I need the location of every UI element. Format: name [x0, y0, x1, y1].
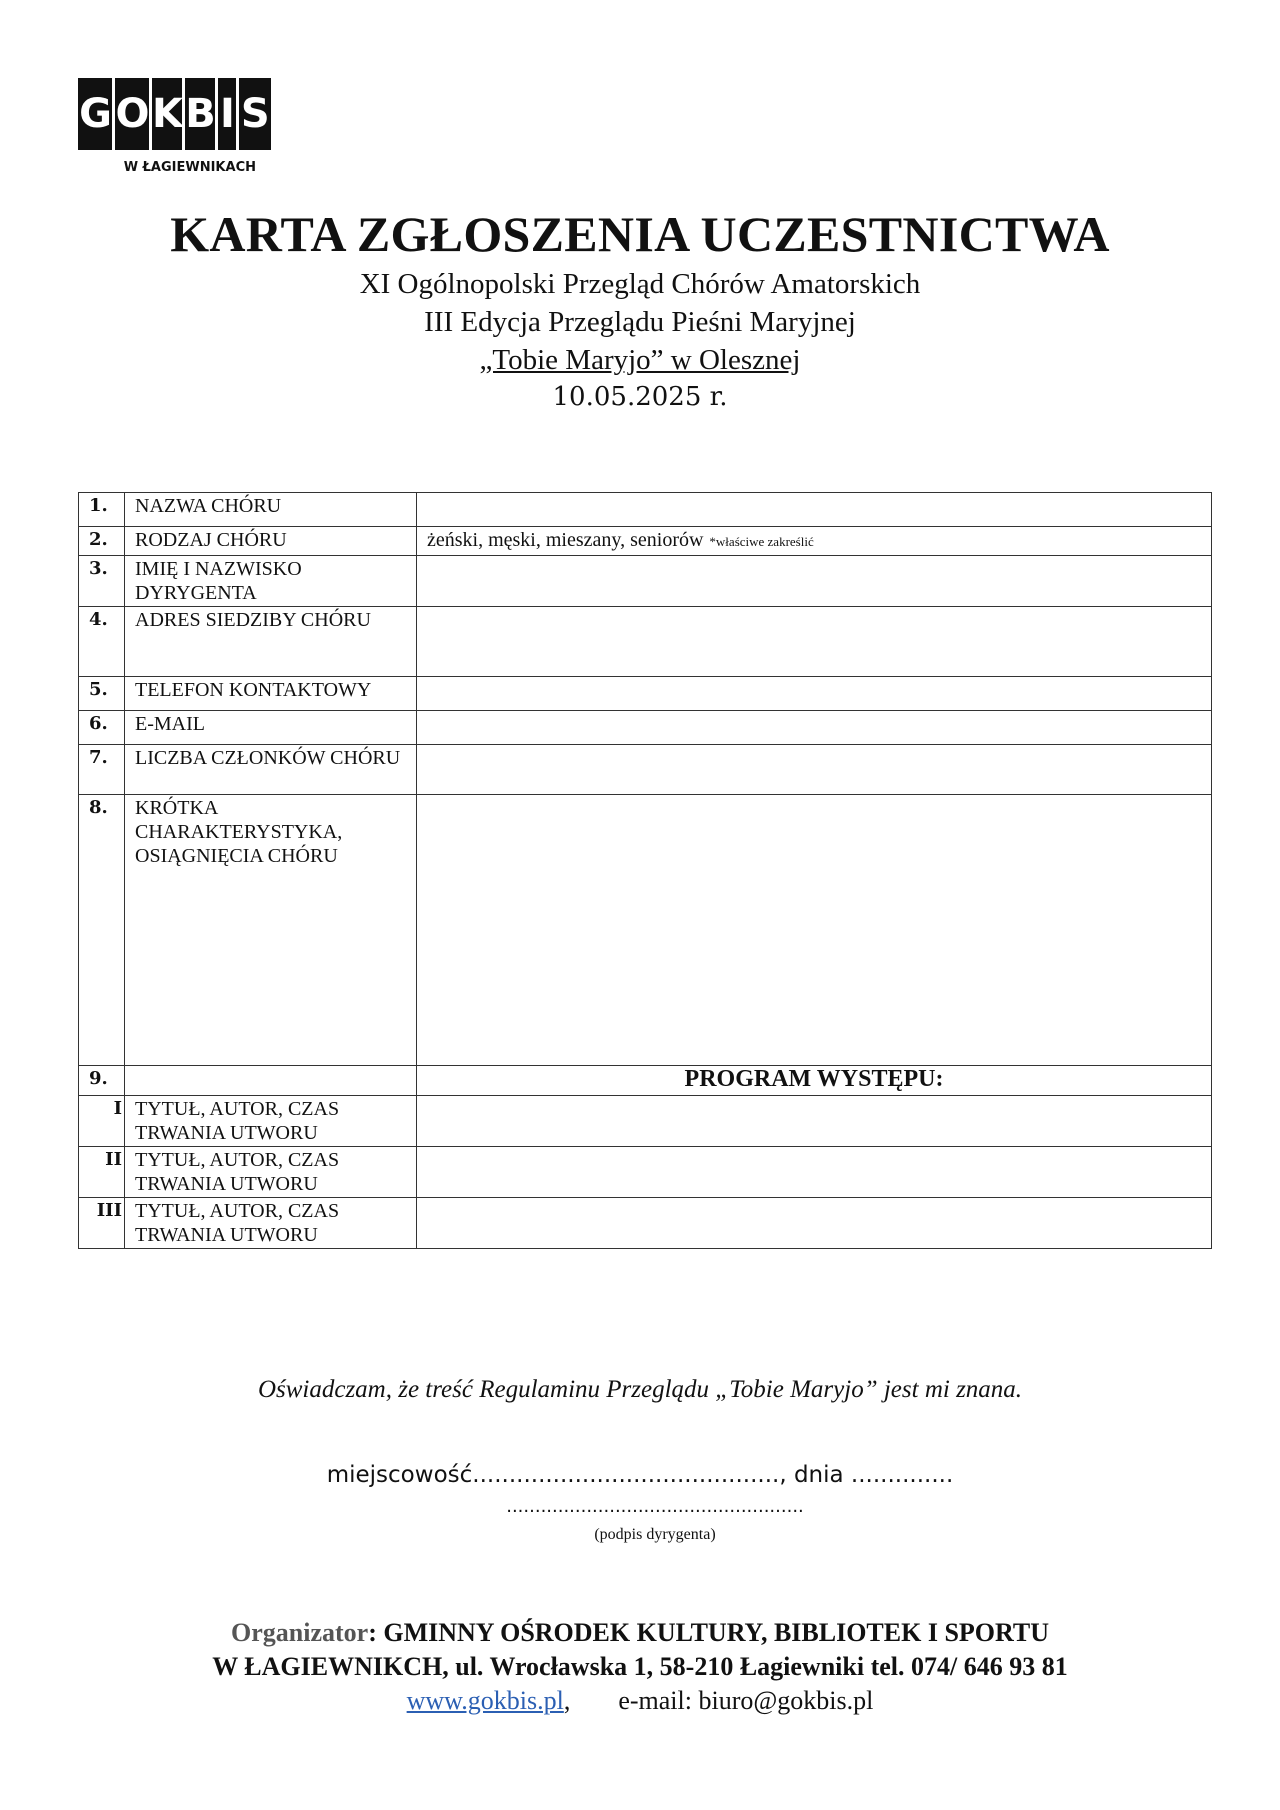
event-line-1: XI Ogólnopolski Przegląd Chórów Amatorskich	[359, 268, 921, 300]
organizer-name: : GMINNY OŚRODEK KULTURY, BIBLIOTEK I SPORTU	[368, 1618, 1049, 1647]
email-field[interactable]	[417, 711, 1212, 745]
table-row	[79, 607, 1212, 677]
gokbis-logo	[78, 78, 269, 184]
registration-table	[78, 492, 1212, 1249]
table-row	[79, 677, 1212, 711]
program-item-number: II	[79, 1147, 125, 1198]
logo-letters	[78, 78, 269, 150]
website-link[interactable]: www.gokbis.pl	[406, 1686, 564, 1715]
table-row	[79, 1147, 1212, 1198]
page-title: KARTA ZGŁOSZENIA UCZESTNICTWA	[170, 206, 1110, 262]
achievements-field[interactable]	[417, 795, 1212, 1066]
signature-line[interactable]: ....................................................	[506, 1496, 804, 1517]
event-line-3: „Tobie Maryjo” w Olesznej	[479, 344, 801, 376]
field-label: KRÓTKA CHARAKTERYSTYKA, OSIĄGNIĘCIA CHÓRU	[125, 795, 417, 1066]
signature-label: (podpis dyrygenta)	[594, 1526, 716, 1543]
row-number: 8.	[79, 795, 125, 1066]
row-number: 2.	[79, 527, 125, 556]
row-number: 3.	[79, 556, 125, 607]
field-label: IMIĘ I NAZWISKO DYRYGENTA	[125, 556, 417, 607]
logo-letter: K	[152, 78, 182, 150]
program-item-number: I	[79, 1096, 125, 1147]
choir-type-note: *właściwe zakreślić	[709, 534, 814, 549]
choir-name-field[interactable]	[417, 493, 1212, 527]
table-row	[79, 493, 1212, 527]
table-row	[79, 556, 1212, 607]
logo-letter: G	[78, 78, 112, 150]
field-label: LICZBA CZŁONKÓW CHÓRU	[125, 745, 417, 795]
row-number: 4.	[79, 607, 125, 677]
table-row	[79, 745, 1212, 795]
field-label: RODZAJ CHÓRU	[125, 527, 417, 556]
organizer-email: e-mail: biuro@gokbis.pl	[618, 1686, 874, 1715]
organizer-lead: Organizator	[231, 1618, 369, 1647]
program-item-field-3[interactable]	[417, 1198, 1212, 1249]
choir-type-field[interactable]	[417, 527, 1212, 556]
table-row	[79, 1198, 1212, 1249]
program-item-field-1[interactable]	[417, 1096, 1212, 1147]
phone-field[interactable]	[417, 677, 1212, 711]
logo-letter: B	[185, 78, 215, 150]
logo-letter: I	[218, 78, 236, 150]
field-label-empty	[125, 1066, 417, 1096]
table-row	[79, 711, 1212, 745]
logo-letter: O	[115, 78, 149, 150]
program-item-label: TYTUŁ, AUTOR, CZAS TRWANIA UTWORU	[125, 1096, 417, 1147]
row-number: 7.	[79, 745, 125, 795]
program-heading: PROGRAM WYSTĘPU:	[417, 1066, 1212, 1096]
event-line-2: III Edycja Przeglądu Pieśni Maryjnej	[424, 306, 856, 338]
program-item-label: TYTUŁ, AUTOR, CZAS TRWANIA UTWORU	[125, 1198, 417, 1249]
choir-type-options: żeński, męski, mieszany, seniorów	[427, 529, 704, 551]
organizer-address: W ŁAGIEWNIKCH, ul. Wrocławska 1, 58-210 Łagiewniki tel. 074/ 646 93 81	[212, 1652, 1068, 1681]
place-date-line[interactable]: miejscowość.........................................., dnia ..............	[326, 1462, 954, 1488]
field-label: NAZWA CHÓRU	[125, 493, 417, 527]
field-label: E-MAIL	[125, 711, 417, 745]
table-row	[79, 795, 1212, 1066]
table-row	[79, 1096, 1212, 1147]
field-label: TELEFON KONTAKTOWY	[125, 677, 417, 711]
declaration-text: Oświadczam, że treść Regulaminu Przeglądu „Tobie Maryjo” jest mi znana.	[257, 1376, 1023, 1403]
row-number: 6.	[79, 711, 125, 745]
logo-letter: S	[239, 78, 271, 150]
program-item-number: III	[79, 1198, 125, 1249]
logo-subtitle: W ŁAGIEWNIKACH	[123, 160, 256, 175]
organizer-contact: www.gokbis.pl, e-mail: biuro@gokbis.pl	[406, 1686, 874, 1715]
program-item-label: TYTUŁ, AUTOR, CZAS TRWANIA UTWORU	[125, 1147, 417, 1198]
field-label: ADRES SIEDZIBY CHÓRU	[125, 607, 417, 677]
table-row	[79, 527, 1212, 556]
organizer-line-1	[0, 1618, 1280, 1648]
choir-address-field[interactable]	[417, 607, 1212, 677]
conductor-name-field[interactable]	[417, 556, 1212, 607]
table-row	[79, 1066, 1212, 1096]
row-number: 5.	[79, 677, 125, 711]
row-number: 9.	[79, 1066, 125, 1096]
row-number: 1.	[79, 493, 125, 527]
event-date: 10.05.2025 r.	[552, 382, 728, 412]
program-item-field-2[interactable]	[417, 1147, 1212, 1198]
member-count-field[interactable]	[417, 745, 1212, 795]
